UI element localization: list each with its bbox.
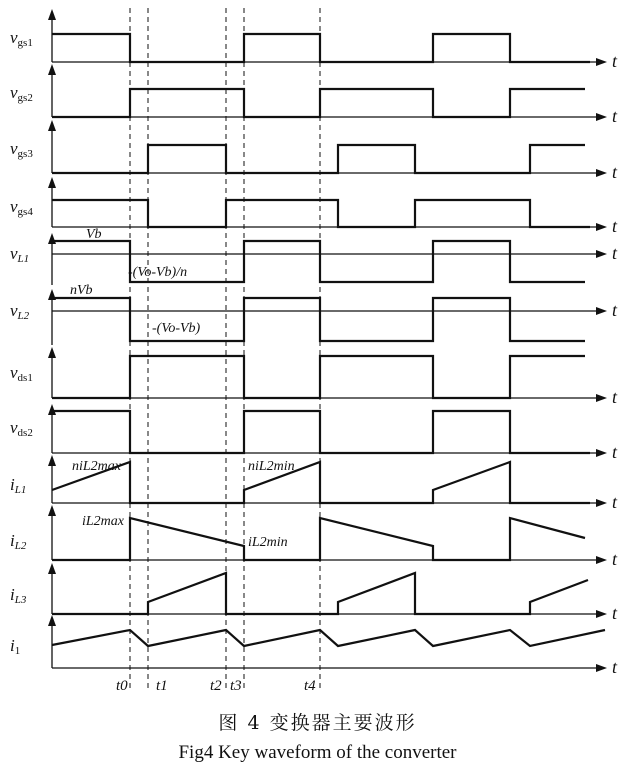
vds1-waveform <box>52 356 585 398</box>
iL2-waveform <box>52 518 585 560</box>
caption-chinese: 图 4 变换器主要波形 <box>218 712 417 734</box>
t1-label: t1 <box>156 678 168 694</box>
t-label: t <box>612 657 618 677</box>
label-vgs3: vgs3 <box>10 139 33 160</box>
t3-label: t3 <box>230 678 242 694</box>
annotation-nvb: nVb <box>70 283 93 298</box>
t-label: t <box>612 300 618 320</box>
annotation-vb: Vb <box>86 227 102 242</box>
t-label: t <box>612 106 618 126</box>
label-i1: i1 <box>10 636 21 657</box>
label-vgs2: vgs2 <box>10 83 33 104</box>
annotation-ni-l2min: niL2min <box>248 459 295 474</box>
label-vgs1: vgs1 <box>10 28 33 49</box>
vds2-waveform <box>52 411 590 453</box>
t-label: t <box>612 549 618 569</box>
vgs4-waveform <box>52 200 590 227</box>
t-label: t <box>612 51 618 71</box>
vgs1-waveform <box>52 34 590 62</box>
signal-labels <box>10 28 33 657</box>
waveforms <box>52 34 605 646</box>
label-vds2: vds2 <box>10 418 33 439</box>
annotation-ni-l2max: niL2max <box>72 459 121 474</box>
t2-label: t2 <box>210 678 222 694</box>
i1-waveform <box>52 630 605 646</box>
t0-label: t0 <box>116 678 128 694</box>
t-label: t <box>612 216 618 236</box>
t-label: t <box>612 603 618 623</box>
annotation-neg-vo-vb: -(Vo-Vb) <box>152 321 201 336</box>
annotations <box>70 227 295 550</box>
time-axis-labels <box>612 51 618 677</box>
vgs3-waveform <box>52 145 585 173</box>
iL1-waveform <box>52 462 590 503</box>
annotation-neg-vo-vb-n: -(Vo-Vb)/n <box>128 265 188 280</box>
label-vgs4: vgs4 <box>10 197 33 218</box>
label-vL1: vL1 <box>10 244 30 265</box>
time-instant-labels <box>116 678 316 694</box>
label-vL2: vL2 <box>10 301 30 322</box>
annotation-i-l2min: iL2min <box>248 535 288 550</box>
label-iL1: iL1 <box>10 475 27 496</box>
annotation-i-l2max: iL2max <box>82 514 124 529</box>
t-label: t <box>612 442 618 462</box>
vL2-waveform <box>52 298 585 341</box>
vgs2-waveform <box>52 89 585 117</box>
caption-english: Fig4 Key waveform of the converter <box>178 742 457 763</box>
label-iL2: iL2 <box>10 531 27 552</box>
t-label: t <box>612 387 618 407</box>
label-iL3: iL3 <box>10 585 27 606</box>
label-vds1: vds1 <box>10 363 33 384</box>
t4-label: t4 <box>304 678 316 694</box>
t-label: t <box>612 492 618 512</box>
t-label: t <box>612 162 618 182</box>
t-label: t <box>612 243 618 263</box>
